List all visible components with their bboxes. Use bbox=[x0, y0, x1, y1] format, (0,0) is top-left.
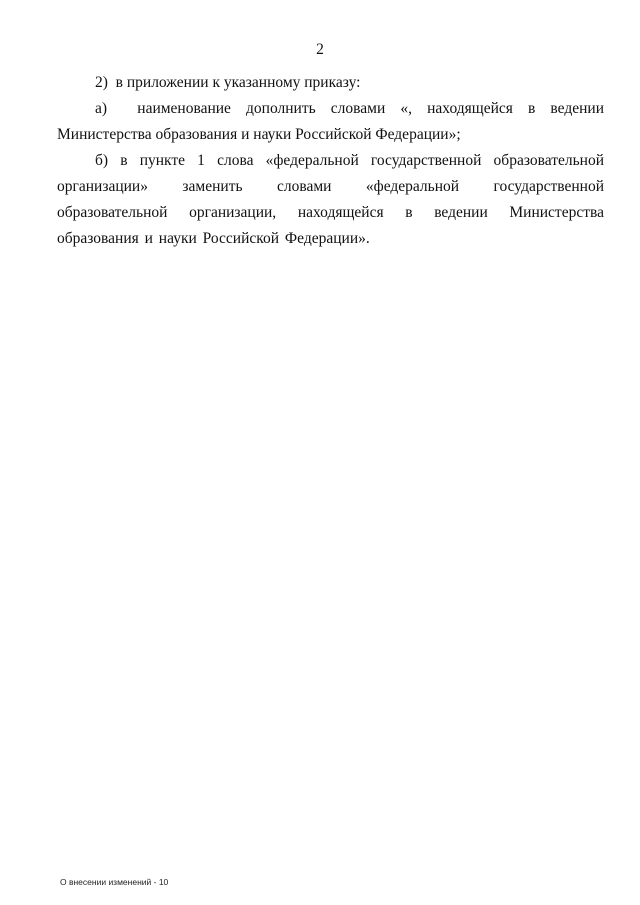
paragraph-item-2: 2) в приложении к указанному приказу: bbox=[95, 74, 361, 91]
paragraph-subitem-b: б) в пункте 1 слова «федеральной государственной образовательной организации» заменить словами «федеральной государственной образовательной организации, находящейся в ведении Министерства образования и науки Российской Федерации». bbox=[57, 152, 604, 247]
page-number: 2 bbox=[316, 41, 324, 58]
paragraph-subitem-a: а) наименование дополнить словами «, находящейся в ведении Министерства образования и науки Российской Федерации»; bbox=[57, 100, 604, 143]
footer-document-label: О внесении изменений - 10 bbox=[60, 877, 169, 887]
document-body bbox=[57, 70, 604, 252]
